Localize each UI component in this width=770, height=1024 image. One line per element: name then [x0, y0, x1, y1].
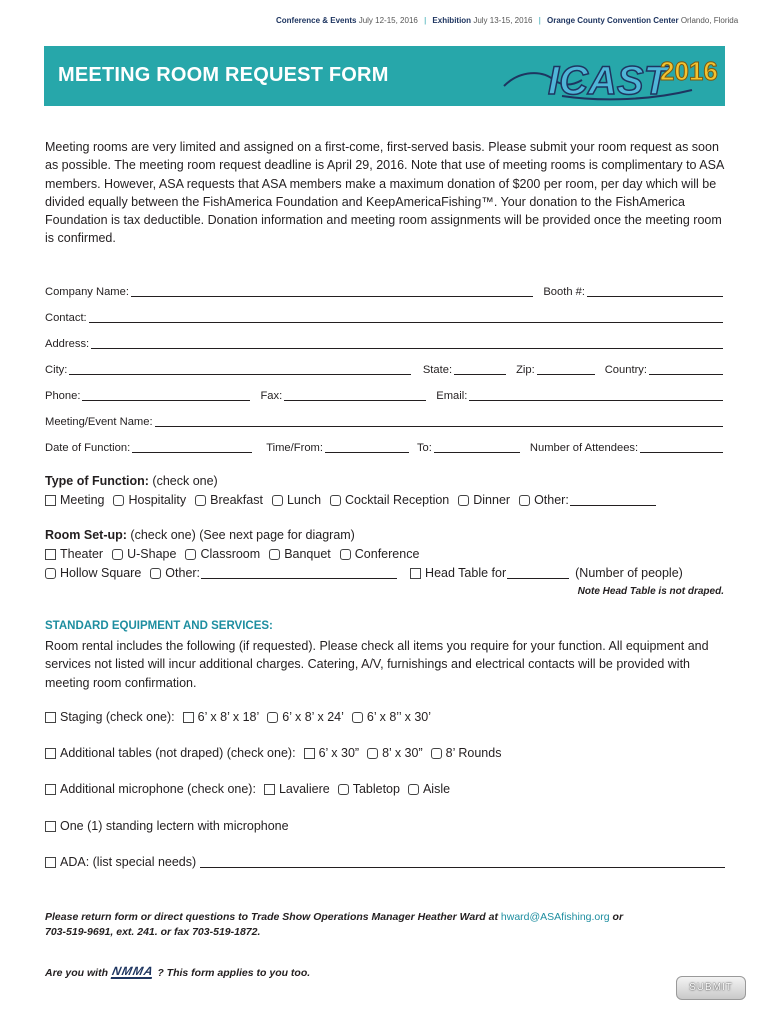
- option-classroom[interactable]: [185, 547, 260, 561]
- option-label: Aisle: [422, 782, 451, 796]
- separator: |: [424, 16, 427, 25]
- lectern-label: One (1) standing lectern with microphone: [60, 819, 289, 833]
- checkbox[interactable]: [112, 549, 123, 560]
- staging-option-18[interactable]: [183, 710, 260, 724]
- date-field[interactable]: [132, 442, 252, 453]
- option-meeting[interactable]: [45, 493, 104, 507]
- logo-wordmark: ICAST: [548, 59, 668, 103]
- option-label: Banquet: [284, 547, 331, 561]
- footer-phone: 703-519-9691, ext. 241. or fax 703-519-1872.: [45, 926, 261, 938]
- option-theater[interactable]: [45, 547, 103, 561]
- equipment-description: Room rental includes the following (if requested). Please check all items you require for your function. All equipment and services not listed will incur additional charges. Catering, A/V, furnishings and electrical contacts will be provided with meeting room confirmation.: [45, 639, 709, 690]
- country-label: Country:: [604, 364, 647, 376]
- to-field[interactable]: [434, 442, 520, 453]
- city-field[interactable]: [69, 364, 410, 375]
- booth-field[interactable]: [587, 286, 723, 297]
- email-label: Email:: [436, 390, 468, 402]
- table-option-rounds[interactable]: [431, 746, 502, 760]
- tables-label: Additional tables (not draped) (check one):: [60, 746, 296, 760]
- option-label: Theater: [60, 547, 104, 561]
- address-row: [45, 336, 725, 350]
- checkbox[interactable]: [519, 495, 530, 506]
- checkbox[interactable]: [431, 748, 442, 759]
- room-setup-options-row1: [45, 546, 428, 562]
- ada-checkbox[interactable]: [45, 857, 56, 868]
- email-field[interactable]: [469, 390, 723, 401]
- option-other[interactable]: [519, 493, 656, 507]
- footer-text: Please return form or direct questions to Trade Show Operations Manager Heather Ward at: [45, 911, 498, 923]
- phone-row: [45, 388, 725, 402]
- equipment-heading: STANDARD EQUIPMENT AND SERVICES:: [45, 620, 273, 632]
- event-field[interactable]: [155, 416, 723, 427]
- option-banquet[interactable]: [269, 547, 331, 561]
- microphone-option[interactable]: [45, 782, 256, 796]
- option-label: 6’ x 8’ x 18’: [197, 710, 260, 724]
- intro-paragraph: Meeting rooms are very limited and assigned on a first-come, first-served basis. Please submit your room request as soon as possible. The meeting room request deadline is April 29, 2016. Note that use of meeting rooms is complimentary to ASA members. However, ASA requests that ASA members make a maximum donation of $200 per room, per day which will be divided equally between the FishAmerica Foundation and KeepAmericaFishing™. Your donation to the FishAmerica Foundation is tax deductible. Donation information and meeting room assignments will be provided once the meeting room is confirmed.: [45, 140, 724, 246]
- option-label: Other:: [534, 493, 569, 507]
- option-label: Classroom: [200, 547, 261, 561]
- lectern-row: [45, 818, 725, 834]
- nmma-post: ? This form applies to you too.: [157, 966, 311, 979]
- address-field[interactable]: [91, 338, 723, 349]
- mic-option-lavaliere[interactable]: [264, 782, 330, 796]
- address-label: Address:: [45, 338, 90, 350]
- attendees-label: Number of Attendees:: [529, 442, 639, 454]
- staging-label: Staging (check one):: [60, 710, 175, 724]
- room-setup-hint: (check one) (See next page for diagram): [130, 528, 355, 542]
- company-field[interactable]: [131, 286, 533, 297]
- option-label: 8’ x 30”: [382, 746, 423, 760]
- exhibition-dates: July 13-15, 2016: [473, 16, 533, 25]
- exhibition-label: Exhibition: [432, 16, 472, 25]
- staging-option-30[interactable]: [352, 710, 431, 724]
- table-option-8x30[interactable]: [367, 746, 423, 760]
- checkbox[interactable]: [340, 549, 351, 560]
- mic-option-tabletop[interactable]: [338, 782, 400, 796]
- company-row: [45, 284, 725, 298]
- option-dinner[interactable]: [458, 493, 510, 507]
- city-label: City:: [45, 364, 68, 376]
- other-setup-field[interactable]: [201, 567, 397, 579]
- other-function-field[interactable]: [570, 494, 656, 506]
- nmma-pre: Are you with: [45, 966, 109, 979]
- phone-label: Phone:: [45, 390, 81, 402]
- phone-field[interactable]: [82, 390, 250, 401]
- staging-option[interactable]: [45, 710, 175, 724]
- option-setup-other[interactable]: [150, 566, 397, 580]
- checkbox[interactable]: [267, 712, 278, 723]
- checkbox[interactable]: [195, 495, 206, 506]
- venue-city: Orlando, Florida: [680, 16, 739, 25]
- function-type-title: Type of Function:: [45, 474, 149, 488]
- room-setup-heading: [45, 528, 355, 542]
- zip-field[interactable]: [537, 364, 595, 375]
- city-row: [45, 362, 725, 376]
- checkbox[interactable]: [150, 568, 161, 579]
- fax-label: Fax:: [260, 390, 283, 402]
- option-label: Hospitality: [128, 493, 187, 507]
- time-from-label: Time/From:: [266, 442, 323, 454]
- option-label: Cocktail Reception: [345, 493, 450, 507]
- event-label: Meeting/Event Name:: [45, 416, 153, 428]
- logo-year: 2016: [660, 56, 718, 86]
- option-label: 6’ x 8’ x 24’: [282, 710, 344, 724]
- submit-button[interactable]: SUBMIT: [676, 976, 746, 1000]
- option-label: 6’ x 30”: [318, 746, 360, 760]
- staging-option-24[interactable]: [267, 710, 344, 724]
- option-label: Other:: [165, 566, 201, 580]
- nmma-logo: NMMA: [110, 964, 156, 978]
- checkbox[interactable]: [45, 495, 56, 506]
- time-from-field[interactable]: [325, 442, 409, 453]
- option-label: Conference: [354, 547, 420, 561]
- option-cocktail-reception[interactable]: [330, 493, 449, 507]
- checkbox[interactable]: [338, 784, 349, 795]
- option-head-table[interactable]: [410, 566, 683, 580]
- option-label: Dinner: [473, 493, 511, 507]
- footer-contact: [45, 910, 725, 940]
- checkbox[interactable]: [304, 748, 315, 759]
- checkbox[interactable]: [45, 568, 56, 579]
- checkbox[interactable]: [183, 712, 194, 723]
- checkbox[interactable]: [408, 784, 419, 795]
- tables-option[interactable]: [45, 746, 296, 760]
- state-field[interactable]: [454, 364, 506, 375]
- attendees-field[interactable]: [640, 442, 723, 453]
- room-setup-options-row2: [45, 565, 725, 581]
- room-setup-title: Room Set-up:: [45, 528, 127, 542]
- microphone-label: Additional microphone (check one):: [60, 782, 256, 796]
- option-label: Meeting: [60, 493, 105, 507]
- head-table-count-field[interactable]: [507, 567, 569, 579]
- option-lunch[interactable]: [272, 493, 321, 507]
- date-row: [45, 440, 725, 454]
- zip-label: Zip:: [516, 364, 535, 376]
- option-label: Lunch: [286, 493, 322, 507]
- checkbox[interactable]: [269, 549, 280, 560]
- staging-row: [45, 709, 725, 725]
- event-row: [45, 414, 725, 428]
- title-banner: [44, 46, 725, 106]
- option-label: Breakfast: [210, 493, 263, 507]
- checkbox[interactable]: [352, 712, 363, 723]
- checkbox[interactable]: [264, 784, 275, 795]
- checkbox[interactable]: [458, 495, 469, 506]
- lectern-option[interactable]: [45, 819, 289, 833]
- table-option-6x30[interactable]: [304, 746, 360, 760]
- footer-or: or: [612, 911, 624, 923]
- ada-field[interactable]: [200, 856, 725, 868]
- head-table-note: Note Head Table is not draped.: [577, 586, 724, 597]
- checkbox[interactable]: [45, 821, 56, 832]
- head-table-suffix: (Number of people): [575, 566, 683, 580]
- booth-label: Booth #:: [543, 286, 585, 298]
- option-breakfast[interactable]: [195, 493, 263, 507]
- option-hollow-square[interactable]: [45, 566, 141, 580]
- ada-row: [45, 854, 725, 870]
- contact-label: Contact:: [45, 312, 87, 324]
- ada-label: ADA: (list special needs): [60, 855, 197, 869]
- date-label: Date of Function:: [45, 442, 131, 454]
- option-label: Lavaliere: [278, 782, 330, 796]
- checkbox[interactable]: [45, 712, 56, 723]
- option-u-shape[interactable]: [112, 547, 176, 561]
- conference-dates: July 12-15, 2016: [358, 16, 418, 25]
- contact-row: [45, 310, 725, 324]
- option-label: 8’ Rounds: [445, 746, 502, 760]
- checkbox[interactable]: [330, 495, 341, 506]
- checkbox[interactable]: [45, 748, 56, 759]
- option-label: Head Table for: [425, 566, 507, 580]
- contact-email-link[interactable]: hward@ASAfishing.org: [500, 911, 610, 923]
- checkbox[interactable]: [410, 568, 421, 579]
- checkbox[interactable]: [45, 784, 56, 795]
- nmma-note: [45, 966, 310, 979]
- option-hospitality[interactable]: [113, 493, 186, 507]
- checkbox[interactable]: [45, 549, 56, 560]
- checkbox[interactable]: [367, 748, 378, 759]
- checkbox[interactable]: [113, 495, 124, 506]
- option-label: 6’ x 8’’ x 30’: [366, 710, 432, 724]
- event-info-bar: [276, 16, 739, 25]
- company-label: Company Name:: [45, 286, 129, 298]
- function-type-heading: [45, 474, 218, 488]
- mic-option-aisle[interactable]: [408, 782, 450, 796]
- option-label: Tabletop: [352, 782, 400, 796]
- function-type-hint: (check one): [152, 474, 218, 488]
- conference-label: Conference & Events: [276, 16, 357, 25]
- checkbox[interactable]: [272, 495, 283, 506]
- to-label: To:: [416, 442, 432, 454]
- option-label: Hollow Square: [60, 566, 142, 580]
- icast-logo: [502, 50, 724, 104]
- page-title: MEETING ROOM REQUEST FORM: [58, 64, 389, 86]
- venue-label: Orange County Convention Center: [547, 16, 679, 25]
- contact-field[interactable]: [89, 312, 723, 323]
- separator: |: [538, 16, 541, 25]
- function-type-options: [45, 492, 665, 508]
- option-label: U-Shape: [127, 547, 177, 561]
- state-label: State:: [422, 364, 453, 376]
- option-conference[interactable]: [340, 547, 420, 561]
- checkbox[interactable]: [185, 549, 196, 560]
- country-field[interactable]: [649, 364, 723, 375]
- microphone-row: [45, 781, 725, 797]
- tables-row: [45, 745, 725, 761]
- fax-field[interactable]: [284, 390, 426, 401]
